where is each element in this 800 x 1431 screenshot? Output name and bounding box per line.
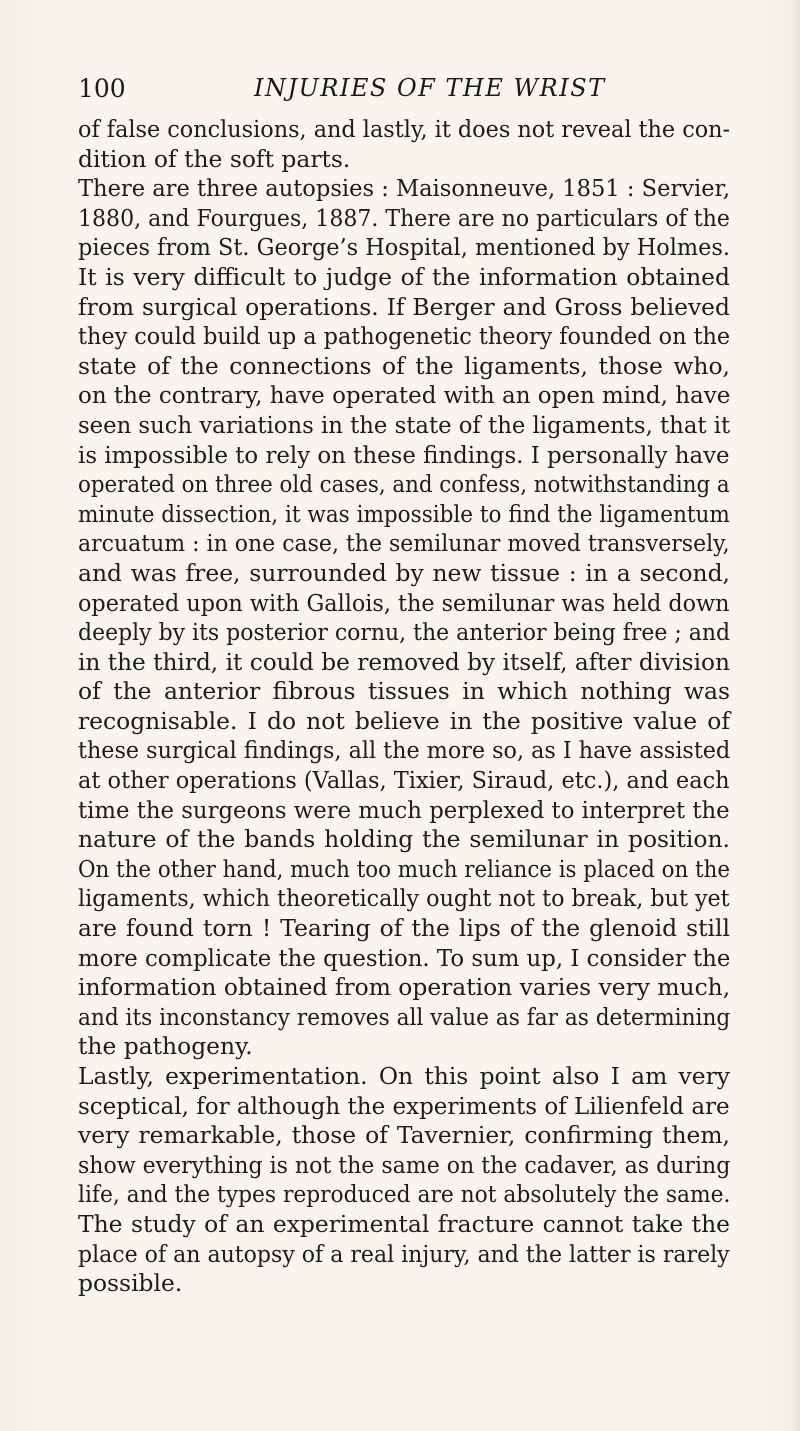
text-line: operated upon with Gallois, the semilunar was held down (78, 588, 730, 617)
text-line: at other operations (Vallas, Tixier, Siraud, etc.), and each (78, 766, 730, 795)
text-line: Lastly, experimentation. On this point also I am very (78, 1062, 730, 1090)
text-line: more complicate the question. To sum up, I consider the (78, 943, 731, 972)
page-number: 100 (78, 74, 126, 103)
text-line: ligaments, which theoretically ought not to break, but yet (78, 884, 730, 913)
text-line: sceptical, for although the experiments of Lilienfeld are (78, 1091, 730, 1120)
text-line: they could build up a pathogenetic theory founded on the (78, 322, 731, 351)
text-line: nature of the bands holding the semilunar in position. (78, 825, 730, 854)
text-line: very remarkable, those of Tavernier, confirming them, (78, 1121, 730, 1150)
text-line: There are three autopsies : Maisonneuve, 1851 : Servier, (78, 174, 731, 203)
text-line: dition of the soft parts. (78, 144, 351, 173)
text-line: place of an autopsy of a real injury, and the latter is rarely (78, 1239, 730, 1268)
text-line: state of the connections of the ligaments, those who, (78, 351, 730, 380)
text-line: the pathogeny. (78, 1032, 253, 1061)
text-line: minute dissection, it was impossible to find the ligamentum (78, 499, 730, 528)
text-line: information obtained from operation varies very much, (78, 973, 731, 1002)
text-line: seen such variations in the state of the ligaments, that it (78, 410, 731, 439)
text-line: recognisable. I do not believe in the positive value of (78, 706, 730, 735)
text-line: time the surgeons were much perplexed to interpret the (78, 795, 730, 824)
text-line: of the anterior fibrous tissues in which nothing was (78, 677, 730, 706)
text-line: is impossible to rely on these findings. I personally have (78, 440, 730, 469)
text-line: these surgical findings, all the more so, as I have assisted (78, 736, 731, 765)
text-line: arcuatum : in one case, the semilunar moved transversely, (78, 529, 730, 558)
text-line: The study of an experimental fracture cannot take the (78, 1209, 730, 1238)
text-line: in the third, it could be removed by itself, after division (78, 647, 730, 676)
text-line: and was free, surrounded by new tissue : in a second, (78, 558, 730, 587)
text-line: from surgical operations. If Berger and Gross believed (78, 292, 730, 321)
text-line: pieces from St. George’s Hospital, mentioned by Holmes. (78, 233, 731, 262)
page-header (78, 72, 730, 106)
page-edge-shadow (792, 0, 800, 1431)
text-line: 1880, and Fourgues, 1887. There are no particulars of the (78, 203, 730, 232)
text-line: of false conclusions, and lastly, it does not reveal the con- (78, 115, 731, 143)
text-line: deeply by its posterior cornu, the anterior being free ; and (78, 618, 731, 647)
text-line: possible. (78, 1269, 183, 1298)
text-line: on the contrary, have operated with an open mind, have (78, 381, 731, 410)
text-line: On the other hand, much too much reliance is placed on the (78, 854, 730, 883)
text-line: and its inconstancy removes all value as far as determining (78, 1002, 731, 1031)
text-line: life, and the types reproduced are not absolutely the same. (78, 1180, 731, 1209)
running-title: INJURIES OF THE WRIST (254, 74, 606, 102)
text-line: operated on three old cases, and confess, notwithstanding a (78, 470, 730, 499)
body-text (78, 115, 730, 1299)
text-line: show everything is not the same on the cadaver, as during (78, 1150, 731, 1179)
text-line: It is very difficult to judge of the information obtained (78, 262, 730, 291)
text-line: are found torn ! Tearing of the lips of the glenoid still (78, 914, 730, 943)
